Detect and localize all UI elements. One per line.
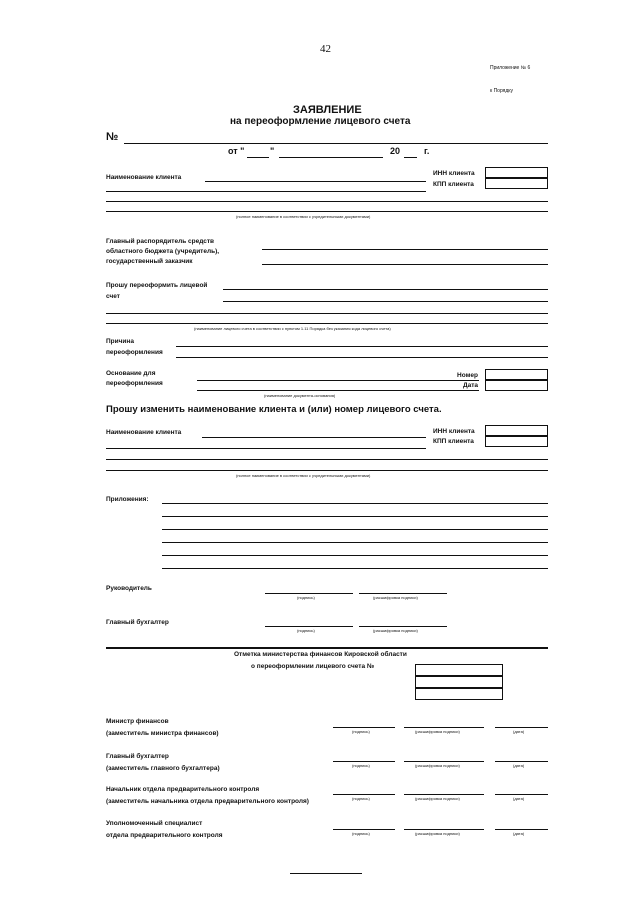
chief-admin-field-2[interactable] [262, 264, 548, 265]
basis-date-label: Дата [463, 382, 479, 389]
chief-acc-label-line2: (заместитель главного бухгалтера) [106, 765, 220, 772]
date-quote: " [270, 146, 275, 156]
client-extra-line-1[interactable] [106, 201, 548, 202]
inn-label: ИНН клиента [433, 170, 475, 177]
reissue-field-4[interactable] [106, 323, 548, 324]
basis-number-input[interactable] [485, 369, 548, 380]
specialist-label-line2: отдела предварительного контроля [106, 832, 223, 839]
basis-number-label: Номер [457, 372, 478, 379]
number-label: № [106, 131, 119, 143]
reissue-field-3[interactable] [106, 313, 548, 314]
accountant-decode-hint: (расшифровка подписи) [373, 628, 418, 633]
accountant-decode-field[interactable] [359, 626, 447, 627]
head-decode-hint: (расшифровка подписи) [373, 595, 418, 600]
page-number: 42 [320, 43, 331, 55]
attachments-label: Приложения: [106, 496, 149, 503]
control-head-signature-hint: (подпись) [352, 796, 370, 801]
kpp-label: КПП клиента [433, 181, 474, 188]
footer-separator [290, 873, 362, 874]
accountant-signature-hint: (подпись) [297, 628, 315, 633]
minister-signature-field[interactable] [333, 727, 395, 728]
chief-admin-field-1[interactable] [262, 249, 548, 250]
reissue-field-2[interactable] [223, 301, 548, 302]
chief-admin-line2: областного бюджета (учредитель), [106, 248, 220, 255]
minister-date-hint: (дата) [513, 729, 525, 734]
specialist-signature-field[interactable] [333, 829, 395, 830]
reissue-field-1[interactable] [223, 289, 548, 290]
document-title: ЗАЯВЛЕНИЕ [293, 104, 362, 116]
specialist-date-field[interactable] [495, 829, 548, 830]
basis-date-input[interactable] [485, 380, 548, 391]
reason-label-line2: переоформления [106, 349, 163, 356]
number-field[interactable] [124, 143, 548, 144]
new-full-name-hint: (полное наименование в соответствии с учредительными документами) [236, 473, 371, 478]
year-suffix: г. [424, 146, 430, 156]
control-head-decode-field[interactable] [404, 794, 484, 795]
minister-signature-hint: (подпись) [352, 729, 370, 734]
chief-acc-signature-field[interactable] [333, 761, 395, 762]
full-name-hint: (полное наименование в соответствии с учредительными документами) [236, 214, 371, 219]
date-month-field[interactable] [279, 157, 383, 158]
minister-decode-field[interactable] [404, 727, 484, 728]
head-label: Руководитель [106, 585, 152, 592]
control-head-decode-hint: (расшифровка подписи) [415, 796, 460, 801]
minister-label-line1: Министр финансов [106, 718, 169, 725]
attachments-line-6[interactable] [162, 568, 548, 569]
specialist-date-hint: (дата) [513, 831, 525, 836]
head-signature-field[interactable] [265, 593, 353, 594]
client-name-field[interactable] [205, 181, 426, 182]
chief-admin-line3: государственный заказчик [106, 258, 193, 265]
inn-input[interactable] [485, 167, 548, 178]
new-client-name-label: Наименование клиента [106, 429, 182, 436]
reason-label-line1: Причина [106, 338, 134, 345]
document-subtitle: на переоформление лицевого счета [230, 116, 411, 127]
chief-acc-date-field[interactable] [495, 761, 548, 762]
head-decode-field[interactable] [359, 593, 447, 594]
minister-decode-hint: (расшифровка подписи) [415, 729, 460, 734]
accountant-signature-field[interactable] [265, 626, 353, 627]
accountant-label: Главный бухгалтер [106, 619, 169, 626]
kpp-input[interactable] [485, 178, 548, 189]
minister-date-field[interactable] [495, 727, 548, 728]
new-kpp-input[interactable] [485, 436, 548, 447]
new-inn-label: ИНН клиента [433, 428, 475, 435]
new-client-name-field-2[interactable] [106, 448, 426, 449]
ministry-account-cell-1[interactable] [415, 664, 503, 676]
attachments-line-4[interactable] [162, 542, 548, 543]
client-extra-line-2[interactable] [106, 211, 548, 212]
new-inn-input[interactable] [485, 425, 548, 436]
control-head-signature-field[interactable] [333, 794, 395, 795]
basis-label-line2: переоформления [106, 380, 163, 387]
control-head-label-line1: Начальник отдела предварительного контроля [106, 786, 260, 793]
specialist-decode-field[interactable] [404, 829, 484, 830]
chief-acc-date-hint: (дата) [513, 763, 525, 768]
reissue-hint: (наименование лицевого счета в соответствии с пунктом 1.11 Порядка без указания кода лицевого счета) [194, 326, 391, 331]
reason-field-2[interactable] [176, 357, 548, 358]
ministry-mark-line2: о переоформлении лицевого счета № [251, 663, 375, 670]
new-client-name-field[interactable] [202, 437, 426, 438]
basis-field-1[interactable] [197, 380, 479, 381]
attachments-line-5[interactable] [162, 555, 548, 556]
ministry-account-cell-3[interactable] [415, 688, 503, 700]
change-request-heading: Прошу изменить наименование клиента и (или) номер лицевого счета. [106, 404, 442, 415]
chief-acc-decode-hint: (расшифровка подписи) [415, 763, 460, 768]
control-head-date-hint: (дата) [513, 796, 525, 801]
reason-field-1[interactable] [176, 346, 548, 347]
head-signature-hint: (подпись) [297, 595, 315, 600]
basis-hint: (наименование документа-основания) [264, 393, 336, 398]
control-head-date-field[interactable] [495, 794, 548, 795]
client-name-label: Наименование клиента [106, 174, 182, 181]
specialist-label-line1: Уполномоченный специалист [106, 820, 203, 827]
ministry-account-cell-2[interactable] [415, 676, 503, 688]
minister-label-line2: (заместитель министра финансов) [106, 730, 219, 737]
reissue-label-line1: Прошу переоформить лицевой [106, 282, 208, 289]
ministry-mark-line1: Отметка министерства финансов Кировской области [234, 651, 407, 658]
attachments-line-2[interactable] [162, 516, 548, 517]
ministry-divider [106, 647, 548, 649]
chief-admin-line1: Главный распорядитель средств [106, 238, 215, 245]
appendix-line1: Приложение № 6 [490, 65, 531, 71]
chief-acc-label-line1: Главный бухгалтер [106, 753, 169, 760]
basis-label-line1: Основание для [106, 370, 156, 377]
specialist-decode-hint: (расшифровка подписи) [415, 831, 460, 836]
basis-field-2[interactable] [197, 390, 479, 391]
new-kpp-label: КПП клиента [433, 438, 474, 445]
appendix-line2: к Порядку [490, 88, 514, 94]
chief-acc-signature-hint: (подпись) [352, 763, 370, 768]
year-prefix: 20 [390, 146, 401, 156]
new-client-extra-line-1[interactable] [106, 459, 548, 460]
date-from-label: от " [228, 146, 245, 156]
new-client-extra-line-2[interactable] [106, 470, 548, 471]
date-day-field[interactable] [247, 157, 269, 158]
control-head-label-line2: (заместитель начальника отдела предварительного контроля) [106, 798, 309, 805]
client-name-field-2[interactable] [106, 191, 426, 192]
chief-acc-decode-field[interactable] [404, 761, 484, 762]
attachments-line-3[interactable] [162, 529, 548, 530]
specialist-signature-hint: (подпись) [352, 831, 370, 836]
attachments-line-1[interactable] [162, 503, 548, 504]
reissue-label-line2: счет [106, 293, 120, 300]
date-year-field[interactable] [404, 157, 417, 158]
